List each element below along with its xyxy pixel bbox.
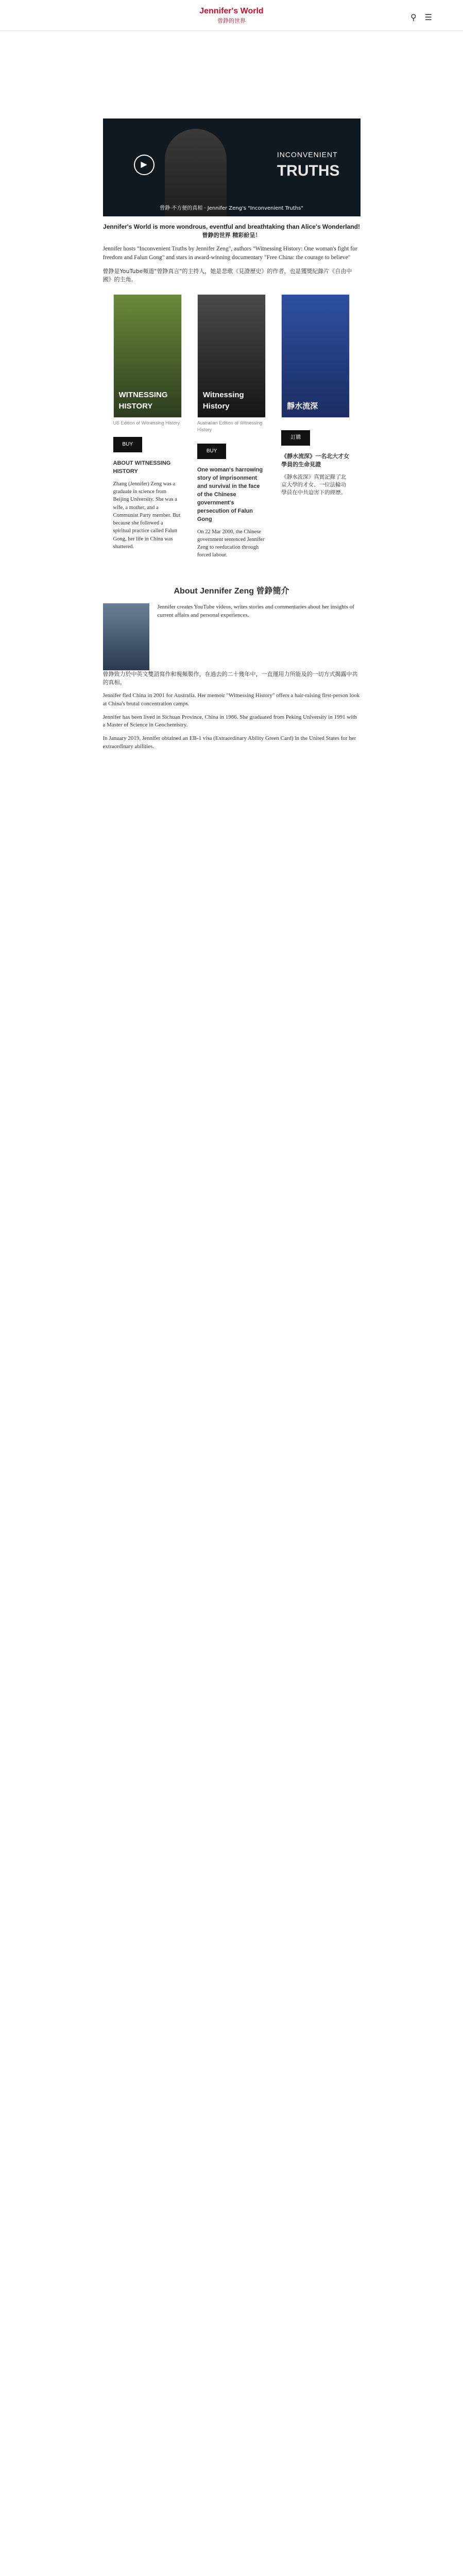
site-title-en: Jennifer's World	[199, 6, 264, 15]
buy-button[interactable]: BUY	[197, 444, 227, 460]
top-bar	[0, 0, 463, 31]
intro	[103, 245, 361, 283]
presenter-image	[165, 129, 227, 216]
book-cover[interactable]: Witnessing History	[197, 294, 266, 418]
book-heading: ABOUT WITNESSING HISTORY	[113, 460, 171, 475]
book-heading: 《靜水流深》一名北大才女學員的生命見證	[281, 453, 350, 468]
book-witnessing-au: Witnessing History Australian Edition of Witnessing History BUY One woman's harrowing story of imprisonment and survival in the face of the Chinese government's persecution of Falun Gong On 22 Mar 2000, the Chinese government sentenced Jennifer Zeng to reeducation through forced labour.	[197, 294, 266, 565]
intro-en: Jennifer hosts "Inconvenient Truths by Jennifer Zeng", authors "Witnessing History: One woman's fight for freedom and Falun Gong" and stars in award-winning documentary "Free China: the courage to believe"	[102, 246, 357, 261]
tagline: Jennifer's World is more wondrous, eventful and breathtaking than Alice's Wonderland! 曾錚的世界 精彩紛呈！	[103, 223, 360, 239]
book-cover[interactable]: WITNESSING HISTORY	[113, 294, 182, 418]
hero-caption: 曾錚·不方便的真相 · Jennifer Zeng's "Inconvenient Truths"	[160, 205, 303, 211]
books-grid	[113, 294, 350, 565]
site-brand[interactable]	[199, 5, 263, 25]
buy-button[interactable]: BUY	[113, 437, 143, 453]
book-heading: One woman's harrowing story of imprisonment and survival in the face of the Chinese government's persecution of Falun Gong	[197, 467, 263, 522]
menu-icon[interactable]: ☰	[424, 12, 432, 22]
play-icon[interactable]: ▶	[134, 155, 155, 175]
book-cover[interactable]: 靜水流深	[281, 294, 350, 418]
order-button[interactable]: 訂購	[281, 430, 310, 446]
avatar	[103, 603, 149, 670]
book-witnessing-us: WITNESSING HISTORY US Edition of Witnessing History BUY ABOUT WITNESSING HISTORY Zhang (Jennifer) Zeng was a graduate in science from Beijing University. She was a wife, a mother, and a Communist Party member. But because she followed a spiritual practice called Falun Gong, her life in China was shattered.	[113, 294, 182, 565]
book-jingshui: 靜水流深 訂購 《靜水流深》一名北大才女學員的生命見證 《靜水流深》真實記錄了北京大學的才女、一位法輪功學員在中共迫害下的經歷。	[281, 294, 350, 565]
site-title-zh: 曾錚的世界	[217, 18, 246, 25]
intro-zh: 曾錚是YouTube頻道"曾錚真言"的主持人，她是悲歌《見證歷史》的作者，也是獲獎紀錄片《自由中國》的主角。	[102, 267, 352, 283]
hero-logo: INCONVENIENT TRUTHS	[277, 150, 340, 180]
search-icon[interactable]: ⚲	[410, 12, 417, 22]
about-heading: About Jennifer Zeng 曾錚簡介	[174, 586, 289, 596]
about-section: About Jennifer Zeng 曾錚簡介 Jennifer creates YouTube videos, writes stories and commentaries about her insights of current affairs and personal experiences. 曾錚致力於中英文雙語寫作和視頻製作，在過去的二十幾年中，一直運用力所能及的一切方式揭露中共的真相。 Jennifer fled China in 2001 for Australia. Her memoir "Witnessing History" offers a hair-raising first-person look at China's brutal concentration camps. Jennifer has been lived in Sichuan Province, China in 1966. She graduated from Peking University in 1991 with a Master of Science in Geochemistry. In January 2019, Jennifer obtained an EB-1 visa (Extraordinary Ability Green Card) in the United States for her extraordinary abilities.	[103, 585, 361, 752]
hero-video[interactable]	[103, 118, 361, 216]
